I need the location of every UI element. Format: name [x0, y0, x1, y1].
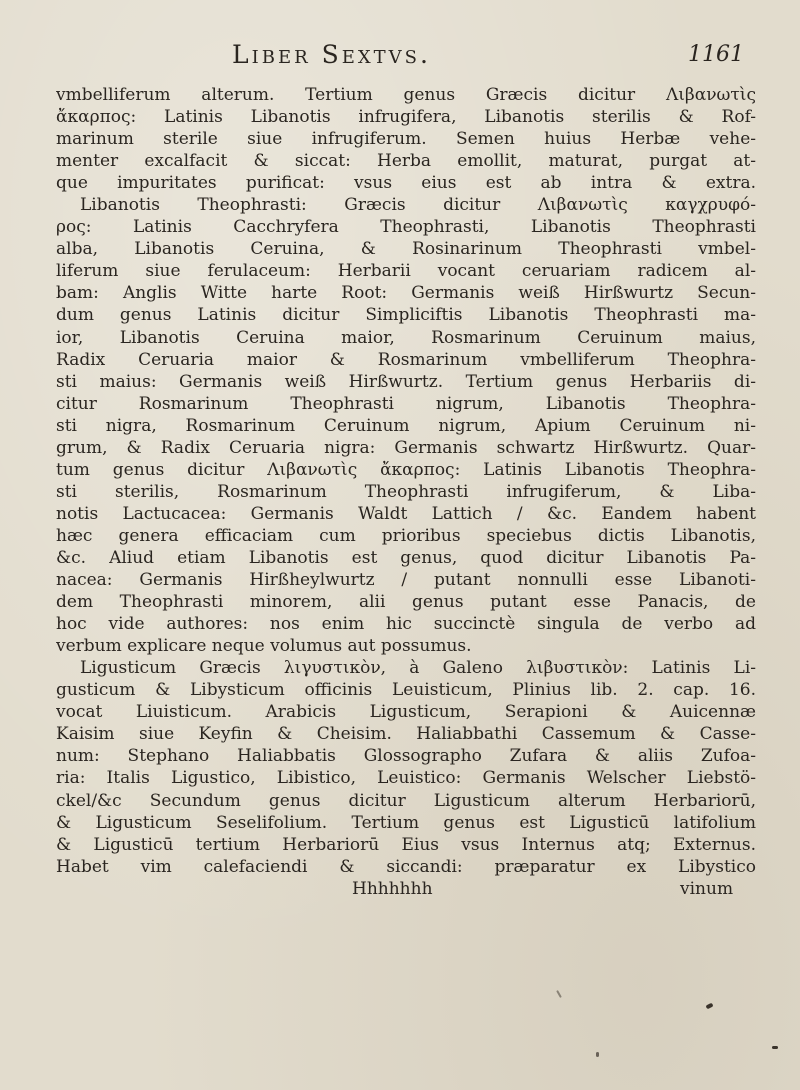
- ink-speck: [596, 1052, 599, 1057]
- text-line: hoc vide authores: nos enim hic succinctè singula de verbo ad: [56, 614, 756, 635]
- ink-speck: [705, 1003, 713, 1010]
- page-number: 1161: [688, 42, 744, 67]
- catchword: vinum: [680, 878, 734, 899]
- text-line: ἄκαρπος: Latinis Libanotis infrugifera, Libanotis sterilis & Rof-: [56, 107, 756, 128]
- text-line: Kaisim siue Keyfin & Cheisim. Haliabbathi Cassemum & Casse-: [56, 724, 756, 745]
- text-line: sti sterilis, Rosmarinum Theophrasti infrugiferum, & Liba-: [56, 481, 756, 502]
- text-line: ρος: Latinis Cacchryfera Theophrasti, Libanotis Theophrasti: [56, 217, 756, 238]
- text-line: sti maius: Germanis weiß Hirßwurtz. Tertium genus Herbariis di-: [56, 371, 756, 392]
- text-line: tum genus dicitur Λιβανωτὶς ἄκαρπος: Latinis Libanotis Theophra-: [56, 459, 756, 480]
- text-line: gusticum & Libysticum officinis Leuisticum, Plinius lib. 2. cap. 16.: [56, 680, 756, 701]
- text-line: grum, & Radix Ceruaria nigra: Germanis schwartz Hirßwurtz. Quar-: [56, 437, 756, 458]
- text-line: que impuritates purificat: vsus eius est ab intra & extra.: [56, 173, 756, 194]
- text-line: ior, Libanotis Ceruina maior, Rosmarinum Ceruinum maius,: [56, 327, 756, 348]
- text-line: sti nigra, Rosmarinum Ceruinum nigrum, Apium Ceruinum ni-: [56, 415, 756, 436]
- running-head: [0, 40, 800, 80]
- text-line: notis Lactucacea: Germanis Waldt Lattich / &c. Eandem habent: [56, 503, 756, 524]
- text-line: verbum explicare neque volumus aut possumus.: [56, 636, 472, 657]
- text-line: num: Stephano Haliabbatis Glossographo Zufara & aliis Zufoa-: [56, 746, 756, 767]
- text-line: alba, Libanotis Ceruina, & Rosinarinum Theophrasti vmbel-: [56, 239, 756, 260]
- text-line: dem Theophrasti minorem, alii genus putant esse Panacis, de: [56, 592, 756, 613]
- text-line: hæc genera efficaciam cum prioribus speciebus dictis Libanotis,: [56, 525, 756, 546]
- ink-speck: [556, 990, 562, 998]
- ink-speck: [772, 1046, 778, 1049]
- text-line: citur Rosmarinum Theophrasti nigrum, Libanotis Theophra-: [56, 393, 756, 414]
- text-line: dum genus Latinis dicitur Simpliciftis Libanotis Theophrasti ma-: [56, 305, 756, 326]
- text-line: vmbelliferum alterum. Tertium genus Græcis dicitur Λιβανωτὶς: [56, 85, 756, 105]
- text-line: Ligusticum Græcis λιγυστικὸν, à Galeno λιβυστικὸν: Latinis Li-: [80, 658, 756, 679]
- text-line: marinum sterile siue infrugiferum. Semen huius Herbæ vehe-: [56, 129, 756, 150]
- text-line: Libanotis Theophrasti: Græcis dicitur Λιβανωτὶς καγχρυφό-: [80, 195, 756, 216]
- text-block: [56, 84, 756, 900]
- text-line: Habet vim calefaciendi & siccandi: præparatur ex Libystico: [56, 856, 756, 877]
- text-line: Radix Ceruaria maior & Rosmarinum vmbelliferum Theophra-: [56, 349, 756, 370]
- catchline: [56, 878, 756, 900]
- text-line: ria: Italis Ligustico, Libistico, Leuistico: Germanis Welscher Liebstö-: [56, 768, 756, 789]
- text-line: menter excalfacit & siccat: Herba emollit, maturat, purgat at-: [56, 151, 756, 172]
- text-line: ckel/&c Secundum genus dicitur Ligusticum alterum Herbariorū,: [56, 790, 756, 811]
- text-line: & Ligusticum Seselifolium. Tertium genus est Ligusticū latifolium: [56, 812, 756, 833]
- text-line: nacea: Germanis Hirßheylwurtz / putant nonnulli esse Libanoti-: [56, 570, 756, 591]
- text-line: bam: Anglis Witte harte Root: Germanis weiß Hirßwurtz Secun-: [56, 283, 756, 304]
- text-line: & Ligusticū tertium Herbariorū Eius vsus Internus atq; Externus.: [56, 834, 756, 855]
- running-title: Liber Sextvs.: [232, 40, 431, 69]
- text-line: vocat Liuisticum. Arabicis Ligusticum, Serapioni & Auicennæ: [56, 702, 756, 723]
- signature-mark: Hhhhhhh: [352, 878, 433, 899]
- text-line: &c. Aliud etiam Libanotis est genus, quod dicitur Libanotis Pa-: [56, 547, 756, 568]
- text-line: liferum siue ferulaceum: Herbarii vocant ceruariam radicem al-: [56, 261, 756, 282]
